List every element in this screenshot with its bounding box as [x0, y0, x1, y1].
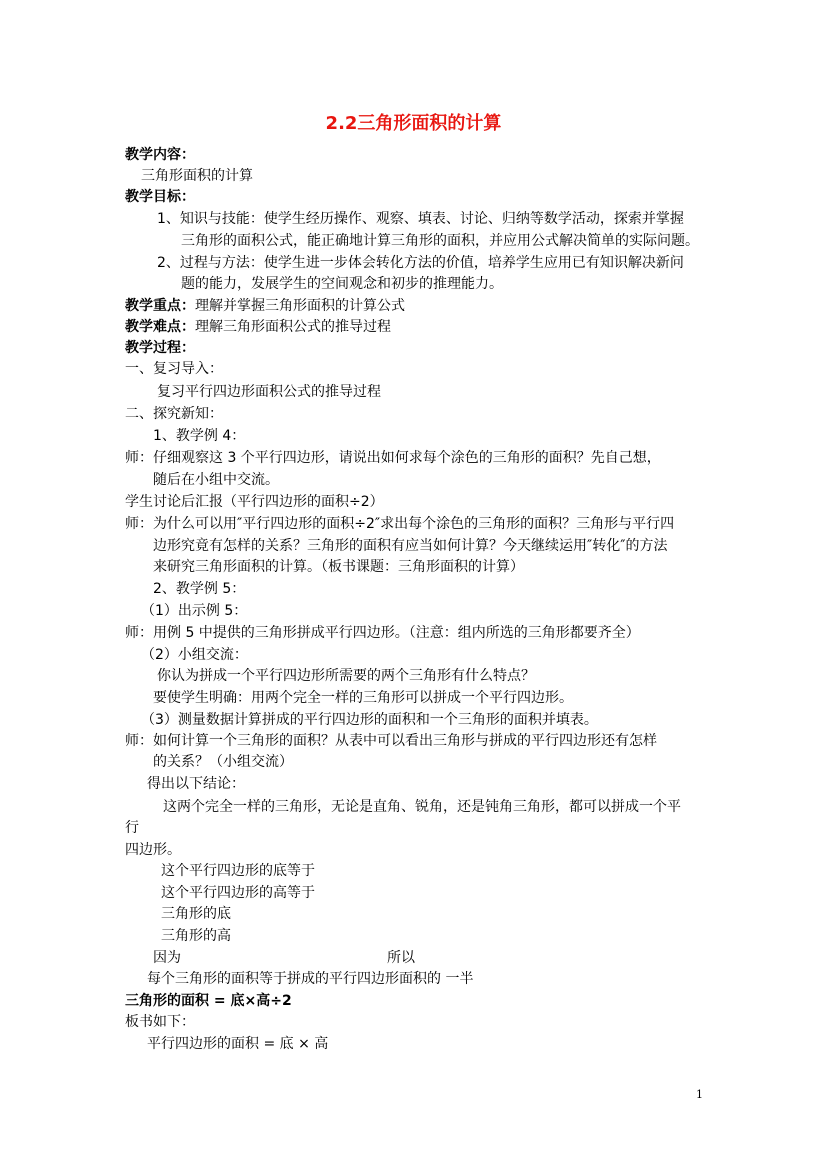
goal-2-line-2: 题的能力，发展学生的空间观念和初步的推理能力。 — [181, 276, 503, 292]
teacher-line-1-cont: 随后在小组中交流。 — [153, 472, 279, 488]
student-report: 学生讨论后汇报（平行四边形的面积÷2） — [125, 494, 384, 510]
key-text: 理解并掌握三角形面积的计算公式 — [195, 298, 405, 314]
conclusion-text-end: 四边形。 — [125, 842, 181, 858]
goal-1-line-2: 三角形的面积公式，能正确地计算三角形的面积，并应用公式解决简单的实际问题。 — [181, 233, 699, 249]
review-text: 复习平行四边形面积公式的推导过程 — [157, 384, 381, 400]
step-2-question: 你认为拼成一个平行四边形所需要的两个三角形有什么特点？ — [157, 668, 535, 684]
goals-label: 教学目标： — [125, 189, 195, 205]
therefore-label: 所以 — [387, 950, 415, 966]
teacher-line-2-cont-1: 边形究竟有怎样的关系？三角形的面积有应当如何计算？今天继续运用″转化″的方法 — [153, 538, 668, 554]
base-equals: 这个平行四边形的底等于 — [161, 863, 315, 879]
difficulty-text: 理解三角形面积公式的推导过程 — [195, 319, 391, 335]
document-title: 2.2三角形面积的计算 — [325, 113, 502, 134]
because-label: 因为 — [153, 950, 181, 966]
process-label: 教学过程： — [125, 340, 195, 356]
board-heading: 板书如下： — [125, 1014, 195, 1030]
step-1: （1）出示例 5： — [141, 603, 248, 619]
difficulty-label: 教学难点： — [125, 319, 195, 335]
key-label: 教学重点： — [125, 298, 195, 314]
step-3: （3）测量数据计算拼成的平行四边形的面积和一个三角形的面积并填表。 — [141, 712, 598, 728]
triangle-base: 三角形的底 — [161, 906, 231, 922]
triangle-height: 三角形的高 — [161, 928, 231, 944]
example-5-heading: 2、教学例 5： — [153, 581, 246, 597]
conclusion-heading: 得出以下结论： — [147, 776, 245, 792]
teacher-line-4-cont: 的关系？（小组交流） — [153, 754, 293, 770]
half-statement: 每个三角形的面积等于拼成的平行四边形面积的 一半 — [147, 971, 474, 987]
teacher-line-2: 师：为什么可以用″平行四边形的面积÷2″求出每个涂色的三角形的面积？三角形与平行四 — [125, 516, 675, 532]
step-2: （2）小组交流： — [141, 647, 248, 663]
teacher-line-2-cont-2: 来研究三角形面积的计算。（板书课题：三角形面积的计算） — [153, 559, 524, 575]
teacher-line-1: 师：仔细观察这 3 个平行四边形，请说出如何求每个涂色的三角形的面积？先自己想， — [125, 450, 661, 466]
height-equals: 这个平行四边形的高等于 — [161, 885, 315, 901]
difficulty-point — [125, 317, 391, 337]
conclusion-text-wrap: 行 — [125, 820, 139, 836]
section-explore: 二、探究新知： — [125, 406, 223, 422]
goal-2-line-1: 2、过程与方法：使学生进一步体会转化方法的价值，培养学生应用已有知识解决新问 — [157, 255, 684, 271]
key-point — [125, 296, 405, 316]
content-text: 三角形面积的计算 — [141, 168, 253, 184]
triangle-area-formula: 三角形的面积 = 底×高÷2 — [125, 993, 292, 1009]
step-2-conclusion: 要使学生明确：用两个完全一样的三角形可以拼成一个平行四边形。 — [153, 690, 573, 706]
teacher-line-4: 师：如何计算一个三角形的面积？从表中可以看出三角形与拼成的平行四边形还有怎样 — [125, 733, 657, 749]
teacher-line-3: 师：用例 5 中提供的三角形拼成平行四边形。（注意：组内所选的三角形都要齐全） — [125, 625, 640, 641]
section-review: 一、复习导入： — [125, 361, 223, 377]
example-4-heading: 1、教学例 4： — [153, 428, 246, 444]
content-label: 教学内容： — [125, 147, 195, 163]
goal-1-line-1: 1、知识与技能：使学生经历操作、观察、填表、讨论、归纳等数学活动，探索并掌握 — [157, 211, 684, 227]
page-number: 1 — [696, 1088, 703, 1101]
conclusion-text: 这两个完全一样的三角形，无论是直角、锐角，还是钝角三角形，都可以拼成一个平 — [163, 799, 681, 815]
parallelogram-area-formula: 平行四边形的面积 = 底 × 高 — [147, 1036, 329, 1052]
